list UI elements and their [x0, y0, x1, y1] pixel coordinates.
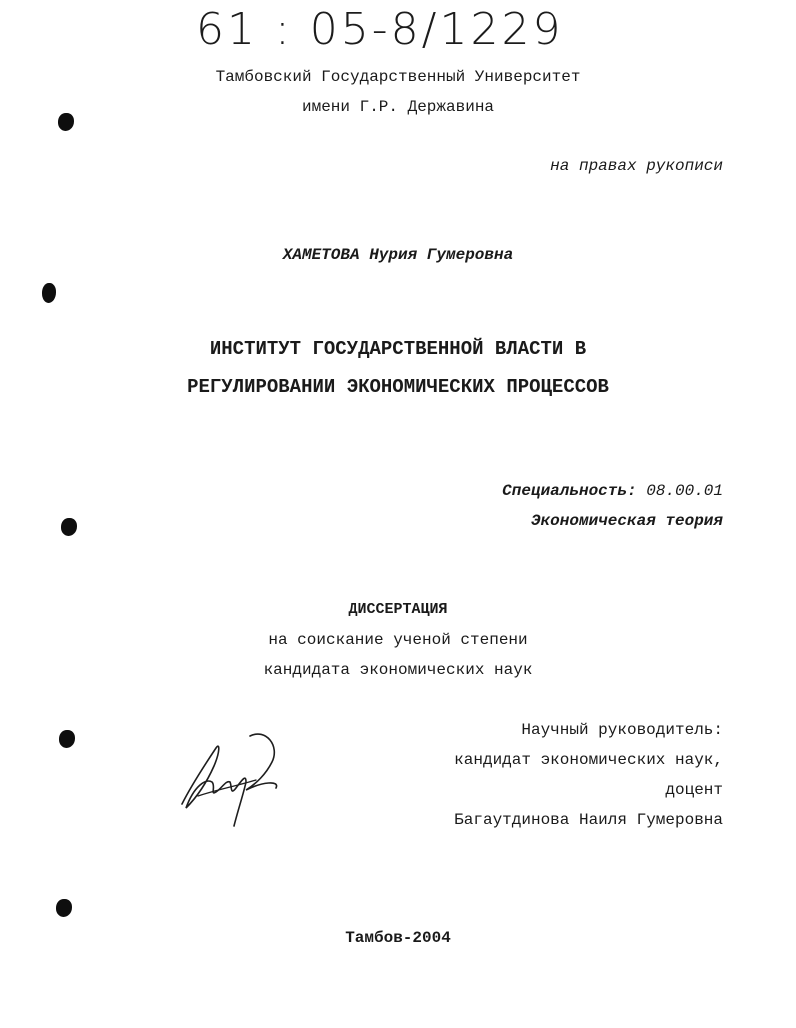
supervisor-rank: доцент — [665, 781, 723, 799]
university-name: Тамбовский Государственный Университет — [215, 68, 581, 86]
specialty-code: 08.00.01 — [646, 482, 723, 500]
manuscript-note: на правах рукописи — [550, 157, 723, 175]
supervisor-name: Багаутдинова Наиля Гумеровна — [454, 811, 723, 829]
punch-hole-4 — [59, 730, 75, 748]
supervisor-degree: кандидат экономических наук, — [454, 751, 723, 769]
degree-line-1: на соискание ученой степени — [268, 631, 528, 649]
punch-hole-5 — [56, 899, 72, 917]
specialty-label: Специальность: — [502, 482, 637, 500]
university-honorific: имени Г.Р. Державина — [301, 98, 495, 116]
city-year: Тамбов-2004 — [345, 929, 451, 947]
dissertation-heading: ДИССЕРТАЦИЯ — [348, 601, 448, 618]
punch-hole-3 — [61, 518, 77, 536]
author-line — [0, 246, 796, 264]
archive-number: 61 : 05-8/1229 — [196, 4, 564, 55]
author-given-names: Нурия Гумеровна — [369, 246, 514, 264]
author-surname: ХАМЕТОВА — [282, 246, 360, 264]
supervisor-label: Научный руководитель: — [521, 721, 723, 739]
specialty-name: Экономическая теория — [530, 512, 723, 530]
signature-mark — [176, 726, 286, 834]
thesis-title-line-1: ИНСТИТУТ ГОСУДАРСТВЕННОЙ ВЛАСТИ В — [209, 338, 587, 360]
degree-line-2: кандидата экономических наук — [263, 661, 533, 679]
punch-hole-2 — [42, 283, 56, 303]
punch-hole-1 — [58, 113, 74, 131]
thesis-title-line-2: РЕГУЛИРОВАНИИ ЭКОНОМИЧЕСКИХ ПРОЦЕССОВ — [187, 376, 609, 398]
specialty-line — [502, 482, 723, 500]
